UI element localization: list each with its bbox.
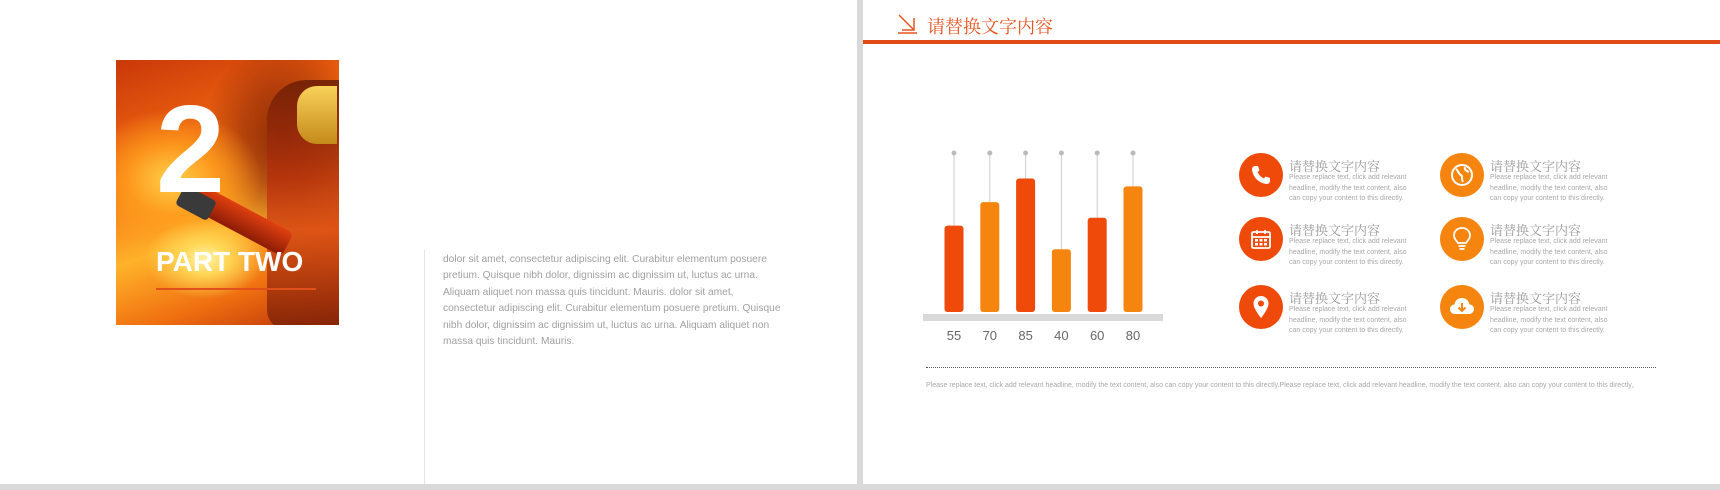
bar-3	[1016, 179, 1035, 312]
chart-baseline	[923, 314, 1163, 321]
slide-title: 请替换文字内容	[927, 17, 1053, 37]
feature-title: 请替换文字内容	[1289, 223, 1381, 238]
bar-value-label: 85	[1018, 328, 1033, 343]
feature-desc: Please replace text, click add relevant headline, modify the text content, also can copy your content to this directly.	[1490, 238, 1608, 266]
feature-title: 请替换文字内容	[1289, 159, 1381, 174]
section-number: 2	[156, 81, 225, 219]
feature-item-1	[1239, 153, 1439, 213]
bar-stem-dot	[987, 151, 992, 156]
vertical-divider	[424, 250, 425, 484]
feature-title: 请替换文字内容	[1490, 223, 1582, 238]
slide-left	[0, 0, 857, 484]
feature-circle	[1239, 217, 1283, 261]
feature-item-5	[1239, 285, 1439, 345]
bar-value-label: 55	[946, 328, 962, 343]
feature-item-2	[1440, 153, 1640, 213]
cloud-download-icon	[1448, 295, 1476, 319]
helmet-shape	[297, 86, 337, 144]
feature-item-6	[1440, 285, 1640, 345]
bar-1	[945, 226, 964, 312]
feature-desc: Please replace text, click add relevant headline, modify the text content, also can copy your content to this directly.	[1289, 306, 1407, 334]
bar-value-label: 40	[1054, 328, 1069, 343]
title-bar	[863, 40, 1720, 44]
bar-2	[980, 202, 999, 312]
feature-desc: Please replace text, click add relevant headline, modify the text content, also can copy your content to this directly.	[1490, 306, 1608, 334]
bar-stem-dot	[1095, 151, 1100, 156]
lightbulb-icon	[1451, 226, 1473, 252]
location-pin-icon	[1250, 294, 1272, 320]
globe-icon	[1449, 162, 1475, 188]
bar-stem-dot	[1023, 151, 1028, 156]
bar-stem-dot	[1131, 151, 1136, 156]
feature-circle	[1239, 153, 1283, 197]
feature-title: 请替换文字内容	[1289, 291, 1381, 306]
calendar-icon	[1250, 228, 1272, 250]
feature-desc: Please replace text, click add relevant headline, modify the text content, also can copy your content to this directly.	[1289, 238, 1407, 266]
footer-note: Please replace text, click add relevant headline, modify the text content, also can copy your content to this directly.Please replace text, click add relevant headline, modify the text content, also can copy your content to this directly。	[926, 382, 1639, 389]
bar-chart-svg	[923, 140, 1163, 350]
feature-title: 请替换文字内容	[1490, 291, 1582, 306]
body-paragraph: dolor sit amet, consectetur adipiscing elit. Curabitur elementum posuere pretium. Quisque nibh dolor, dignissim ac dignissim ut, luctus ac urna. Aliquam aliquet non massa quis tincidunt. Mauris. dolor sit amet, consectetur adipiscing elit. Curabitur elementum posuere pretium. Quisque nibh dolor, dignissim ac dignissim ut, luctus ac urna. Aliquam aliquet non massa quis tincidunt. Mauris.	[443, 254, 781, 348]
bar-stem-dot	[952, 151, 957, 156]
bar-5	[1088, 218, 1107, 312]
phone-icon	[1249, 163, 1273, 187]
feature-circle	[1239, 285, 1283, 329]
bar-4	[1052, 249, 1071, 312]
feature-circle	[1440, 153, 1484, 197]
dotted-separator	[926, 367, 1656, 368]
firefighter-photo	[116, 60, 339, 325]
feature-circle	[1440, 217, 1484, 261]
bar-stem-dot	[1059, 151, 1064, 156]
feature-desc: Please replace text, click add relevant headline, modify the text content, also can copy your content to this directly.	[1490, 174, 1608, 202]
part-label: PART TWO	[156, 246, 304, 277]
part-underline	[156, 288, 316, 290]
feature-desc: Please replace text, click add relevant headline, modify the text content, also can copy your content to this directly.	[1289, 174, 1407, 202]
feature-circle	[1440, 285, 1484, 329]
feature-title: 请替换文字内容	[1490, 159, 1582, 174]
bar-value-label: 60	[1089, 328, 1105, 343]
bar-value-label: 80	[1125, 328, 1141, 343]
feature-item-3	[1239, 217, 1439, 277]
slide-right	[863, 0, 1720, 484]
bar-chart	[923, 140, 1163, 350]
arrow-corner-icon	[896, 12, 918, 34]
bar-value-label: 70	[982, 328, 998, 343]
feature-item-4	[1440, 217, 1640, 277]
bar-6	[1124, 186, 1143, 312]
